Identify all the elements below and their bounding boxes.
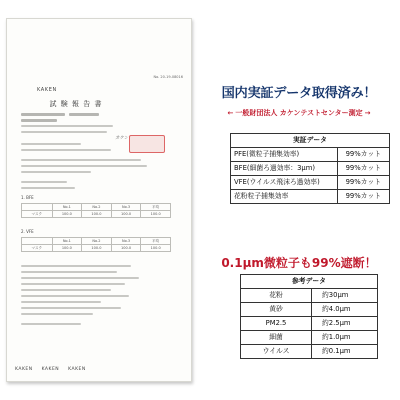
row-label: PFE(微粒子捕集効率) [231,148,338,162]
table-cell: 100.0 [111,211,141,218]
report-text-line [21,187,75,189]
table-cell: 100.0 [52,211,82,218]
report-text-line [21,323,81,325]
table-row [241,331,378,345]
arrow-left-icon: ← [227,109,234,117]
table-row [231,162,390,176]
report-text-line [21,313,93,315]
headline: 国内実証データ取得済み！ [221,86,377,101]
report-text-line [21,295,129,297]
report-doc-number: No. 20-19-08016 [153,75,183,79]
report-brand: KAKEN [37,87,57,93]
table-cell: 100.0 [141,211,171,218]
test-report-document [6,18,192,382]
table-cell: 100.0 [141,245,171,252]
row-value: 99%カット [338,148,390,162]
subhead-text: 一般財団法人 カケンテストセンター測定 [235,109,363,117]
table-cell: 平均 [141,238,171,245]
table-row [231,190,390,204]
row-label: BFE(細菌ろ過効率：3μm) [231,162,338,176]
table-cell: マスク [22,245,53,252]
table-header: 実証データ [231,134,390,148]
report-text-line [21,277,139,279]
report-text-line [21,265,131,267]
report-blurred-text [21,113,65,116]
table-cell: No.1 [52,238,82,245]
report-table-1 [21,203,171,218]
table-header: 参考データ [241,275,378,289]
table-cell [22,204,53,211]
report-text-line [21,165,147,167]
report-seal-stamp [129,135,165,153]
report-title: 試 験 報 告 書 [49,100,103,108]
subhead [200,108,398,118]
report-blurred-text [69,113,99,116]
table-cell: No.2 [82,238,112,245]
table-cell: 平均 [141,204,171,211]
table-row [231,176,390,190]
report-text-line [21,143,81,145]
table-cell: No.3 [111,238,141,245]
footer-brand: KAKEN [15,367,33,372]
report-section-1: 1. BFE [21,195,34,200]
report-blurred-text [21,119,57,122]
row-label: 花粉粒子捕集効率 [231,190,338,204]
reference-data-table [240,274,378,359]
report-footer-brands [15,367,93,372]
report-text-line [21,171,91,173]
table-cell: 100.0 [52,245,82,252]
row-label: 黄砂 [241,303,312,317]
table-cell: 100.0 [111,245,141,252]
row-label: 細菌 [241,331,312,345]
report-text-line [21,307,121,309]
table-cell [22,238,53,245]
report-text-line [21,289,111,291]
report-company-mark: カケン [115,136,129,141]
report-text-line [21,159,141,161]
row-value: 約1.0μm [312,331,378,345]
report-text-line [21,149,111,151]
report-text-line [21,301,101,303]
table-row [231,148,390,162]
table-row [241,345,378,359]
table-cell: No.1 [52,204,82,211]
claim-text: 0.1μm微粒子も99%遮断！ [221,256,377,270]
report-section-2: 2. VFE [21,229,34,234]
table-row [241,317,378,331]
row-label: 花粉 [241,289,312,303]
row-value: 約4.0μm [312,303,378,317]
table-cell: 100.0 [82,211,112,218]
report-text-line [21,125,113,127]
row-value: 約2.5μm [312,317,378,331]
row-label: PM2.5 [241,317,312,331]
table-row [241,303,378,317]
table-cell: No.3 [111,204,141,211]
row-label: VFE(ウイルス飛沫ろ過効率) [231,176,338,190]
row-value: 99%カット [338,190,390,204]
table-cell: No.2 [82,204,112,211]
report-text-line [21,131,107,133]
row-label: ウイルス [241,345,312,359]
row-value: 約0.1μm [312,345,378,359]
row-value: 99%カット [338,176,390,190]
row-value: 約30μm [312,289,378,303]
report-text-line [21,181,67,183]
test-data-table [230,133,390,204]
footer-brand: KAKEN [41,367,60,372]
report-table-2 [21,237,171,252]
table-row [241,289,378,303]
row-value: 99%カット [338,162,390,176]
footer-brand: KAKEN [68,367,86,372]
report-text-line [21,271,117,273]
report-text-line [21,283,125,285]
arrow-right-icon: → [364,109,371,117]
table-cell: 100.0 [82,245,112,252]
table-cell: マスク [22,211,53,218]
